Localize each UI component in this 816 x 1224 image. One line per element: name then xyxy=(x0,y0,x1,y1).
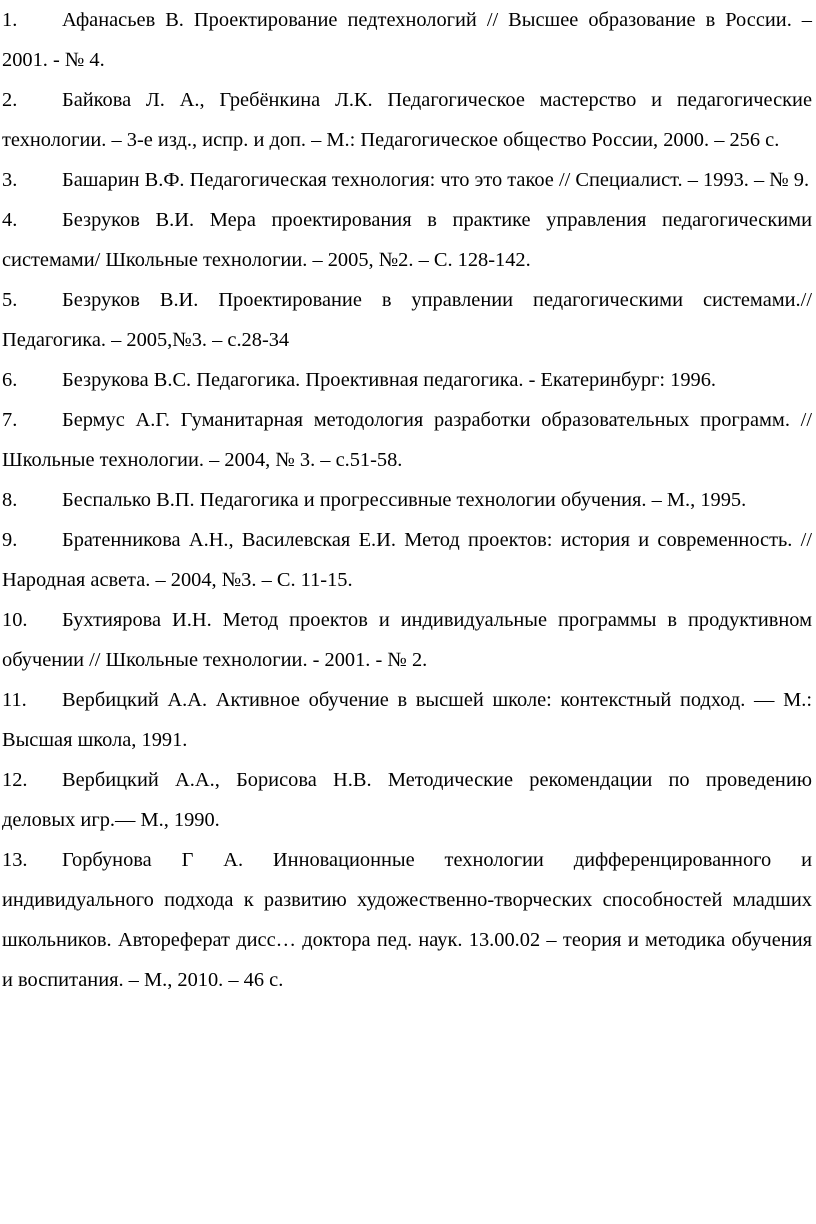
reference-text: Бухтиярова И.Н. Метод проектов и индивидуальные программы в продуктивном обучении // Школьные технологии. - 2001. - № 2. xyxy=(2,609,812,671)
reference-number: 1. xyxy=(2,9,18,31)
reference-number: 7. xyxy=(2,409,18,431)
reference-text: Братенникова А.Н., Василевская Е.И. Метод проектов: история и современность. // Народная асвета. – 2004, №3. – С. 11-15. xyxy=(2,529,812,591)
reference-item xyxy=(2,400,812,480)
reference-number: 11. xyxy=(2,689,27,711)
reference-text: Горбунова Г А. Инновационные технологии дифференцированного и индивидуального подхода к развитию художественно-творческих способностей младших школьников. Автореферат дисс… доктора пед. наук. 13.00.02 – теория и методика обучения и воспитания. – М., 2010. – 46 с. xyxy=(2,849,812,991)
reference-item xyxy=(2,0,812,80)
reference-number: 13. xyxy=(2,849,28,871)
reference-text: Вербицкий А.А., Борисова Н.В. Методические рекомендации по проведению деловых игр.— М., 1990. xyxy=(2,769,812,831)
reference-text: Башарин В.Ф. Педагогическая технология: что это такое // Специалист. – 1993. – № 9. xyxy=(62,169,810,191)
reference-item xyxy=(2,760,812,840)
reference-item xyxy=(2,840,812,1000)
reference-number: 2. xyxy=(2,89,18,111)
reference-item xyxy=(2,280,812,360)
reference-text: Беспалько В.П. Педагогика и прогрессивные технологии обучения. – М., 1995. xyxy=(62,489,747,511)
reference-text: Афанасьев В. Проектирование педтехнологий // Высшее образование в России. – 2001. - № 4. xyxy=(2,9,812,71)
reference-item xyxy=(2,160,812,200)
reference-item xyxy=(2,80,812,160)
reference-number: 4. xyxy=(2,209,18,231)
reference-item xyxy=(2,360,812,400)
reference-number: 6. xyxy=(2,369,18,391)
reference-item xyxy=(2,600,812,680)
reference-item xyxy=(2,520,812,600)
reference-number: 12. xyxy=(2,769,28,791)
reference-item xyxy=(2,200,812,280)
reference-number: 8. xyxy=(2,489,18,511)
reference-text: Безруков В.И. Проектирование в управлении педагогическими системами.// Педагогика. – 2005,№3. – с.28-34 xyxy=(2,289,812,351)
reference-text: Безрукова В.С. Педагогика. Проективная педагогика. - Екатеринбург: 1996. xyxy=(62,369,717,391)
reference-item xyxy=(2,480,812,520)
reference-text: Безруков В.И. Мера проектирования в практике управления педагогическими системами/ Школьные технологии. – 2005, №2. – С. 128-142. xyxy=(2,209,812,271)
reference-number: 5. xyxy=(2,289,18,311)
reference-number: 10. xyxy=(2,609,28,631)
reference-text: Байкова Л. А., Гребёнкина Л.К. Педагогическое мастерство и педагогические технологии. – 3-е изд., испр. и доп. – М.: Педагогическое общество России, 2000. – 256 с. xyxy=(2,89,812,151)
reference-number: 3. xyxy=(2,169,18,191)
reference-text: Вербицкий А.А. Активное обучение в высшей школе: контекстный подход. — М.: Высшая школа, 1991. xyxy=(2,689,812,751)
reference-text: Бермус А.Г. Гуманитарная методология разработки образовательных программ. // Школьные технологии. – 2004, № 3. – с.51-58. xyxy=(2,409,812,471)
reference-number: 9. xyxy=(2,529,18,551)
reference-item xyxy=(2,680,812,760)
